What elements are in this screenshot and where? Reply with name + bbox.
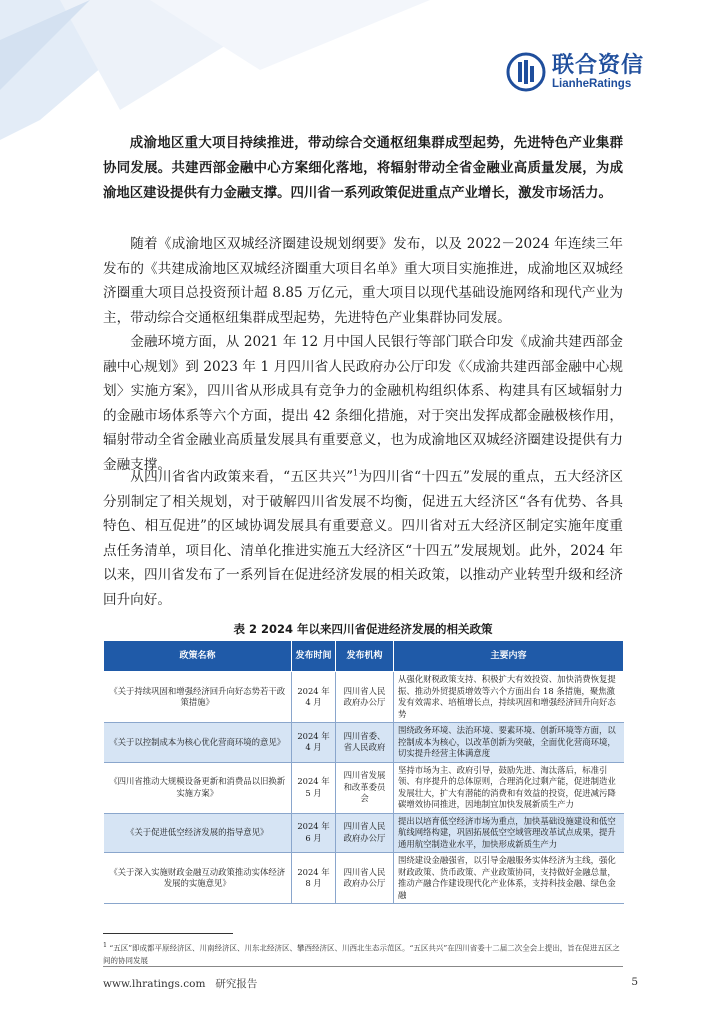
footer-report-type: 研究报告	[215, 978, 258, 990]
logo-english-name: LianheRatings	[551, 77, 632, 90]
cell-issuer: 四川省委、省人民政府	[336, 723, 394, 763]
header-policy-name: 政策名称	[104, 641, 292, 672]
table-row	[104, 813, 624, 853]
cell-issuer: 四川省人民政府办公厅	[336, 853, 394, 904]
lianhe-logo-icon	[506, 52, 546, 92]
cell-issuer: 四川省人民政府办公厅	[336, 813, 394, 853]
cell-release-date: 2024 年 8 月	[292, 853, 336, 904]
cell-issuer: 四川省发展和改革委员会	[336, 762, 394, 813]
cell-main-content: 坚持市场为主、政府引导，鼓励先进、淘汰落后，标准引领、有序提升的总体原则，合理消化过剩产能，促进制造业发展壮大，扩大有潜能的消费和有效益的投资，促进减污降碳增效协同推进，因地制宜加快发展新质生产力	[394, 762, 624, 813]
footnote-reference[interactable]: 1	[353, 468, 359, 478]
footnote-mark: 1	[103, 942, 107, 949]
table-caption: 表 2 2024 年以来四川省促进经济发展的相关政策	[233, 622, 493, 636]
policy-table-container	[103, 640, 623, 900]
header-decoration	[0, 0, 430, 140]
table-row	[104, 672, 624, 723]
footer-left	[103, 976, 257, 991]
cell-policy-name: 《关于持续巩固和增强经济回升向好态势若干政策措施》	[104, 672, 292, 723]
table-row	[104, 723, 624, 763]
table-row	[104, 762, 624, 813]
cell-main-content: 围绕政务环境、法治环境、要素环境、创新环境等方面，以控制成本为核心，以改革创新为突破，全面优化营商环境，切实提升经营主体满意度	[394, 723, 624, 763]
cell-release-date: 2024 年 4 月	[292, 672, 336, 723]
body-block-3	[103, 465, 623, 612]
logo-chinese-name: 联合资信	[551, 52, 644, 78]
header-main-content: 主要内容	[394, 641, 624, 672]
footnote	[103, 940, 623, 967]
body-block-2	[103, 330, 623, 477]
body-block-1	[103, 232, 623, 330]
cell-issuer: 四川省人民政府办公厅	[336, 672, 394, 723]
company-logo	[506, 52, 644, 92]
cell-release-date: 2024 年 5 月	[292, 762, 336, 813]
cell-main-content: 从强化财税政策支持、积极扩大有效投资、加快消费恢复提振、推动外贸提质增效等六个方面出台 18 条措施，聚焦激发有效需求、培植增长点，持续巩固和增强经济回升向好态势	[394, 672, 624, 723]
paragraph-policy	[103, 465, 623, 612]
cell-policy-name: 《四川省推动大规模设备更新和消费品以旧换新实施方案》	[104, 762, 292, 813]
paragraph-planning: 随着《成渝地区双城经济圈建设规划纲要》发布，以及 2022－2024 年连续三年发布的《共建成渝地区双城经济圈重大项目名单》重大项目实施推进，成渝地区双城经济圈重大项目总投资预计超 8.85 万亿元，重大项目以现代基础设施网络和现代产业为主，带动综合交通枢纽集群成型起势，先进特色产业集群协同发展。	[103, 236, 623, 326]
page-number: 5	[631, 976, 638, 988]
cell-main-content: 提出以培育低空经济市场为重点，加快基础设施建设和低空航线网络构建，巩固拓展低空空域管理改革试点成果，提升通用航空制造业水平，加快形成新质生产力	[394, 813, 624, 853]
lead-paragraph: 成渝地区重大项目持续推进，带动综合交通枢纽集群成型起势，先进特色产业集群协同发展。共建西部金融中心方案细化落地，将辐射带动全省金融业高质量发展，为成渝地区建设提供有力金融支撑。四川省一系列政策促进重点产业增长，激发市场活力。	[103, 136, 623, 201]
header-release-date: 发布时间	[292, 641, 336, 672]
cell-policy-name: 《关于深入实施财政金融互动政策推动实体经济发展的实施意见》	[104, 853, 292, 904]
cell-main-content: 围绕建设金融强省，以引导金融服务实体经济为主线，强化财政政策、货币政策、产业政策协同，支持做好金融总量，推动产融合作建设现代化产业体系，支持科技金融、绿色金融	[394, 853, 624, 904]
footer-rule	[103, 966, 623, 967]
cell-release-date: 2024 年 6 月	[292, 813, 336, 853]
lead-paragraph-block	[103, 131, 623, 206]
cell-policy-name: 《关于以控制成本为核心优化营商环境的意见》	[104, 723, 292, 763]
footnote-text: “五区”即成都平原经济区、川南经济区、川东北经济区、攀西经济区、川西北生态示范区。“五区共兴”在四川省委十二届二次全会上提出，旨在促进五区之间的协同发展	[103, 943, 620, 965]
table-header-row	[104, 641, 624, 672]
header-issuer: 发布机构	[336, 641, 394, 672]
policy-table	[103, 640, 624, 904]
cell-release-date: 2024 年 4 月	[292, 723, 336, 763]
footer-website-link[interactable]: www.lhratings.com	[103, 978, 206, 990]
paragraph-policy-part-a: 从四川省省内政策来看，“五区共兴”	[130, 469, 354, 485]
footnote-separator	[103, 933, 233, 934]
paragraph-finance: 金融环境方面，从 2021 年 12 月中国人民银行等部门联合印发《成渝共建西部金融中心规划》到 2023 年 1 月四川省人民政府办公厅印发《〈成渝共建西部金融中心规划〉实施方案》，四川省从形成具有竞争力的金融机构组织体系、构建具有区域辐射力的金融市场体系等六个方面，提出 42 条细化措施，对于突出发挥成都金融极核作用，辐射带动全省金融业高质量发展具有重要意义，也为成渝地区双城经济圈建设提供有力金融支撑。	[103, 334, 623, 473]
paragraph-policy-part-b: 为四川省“十四五”发展的重点，五大经济区分别制定了相关规划，对于破解四川省发展不均衡，促进五大经济区“各有优势、各具特色、相互促进”的区域协调发展具有重要意义。四川省对五大经济区制定实施年度重点任务清单，项目化、清单化推进实施五大经济区“十四五”发展规划。此外，2024 年以来，四川省发布了一系列旨在促进经济发展的相关政策，以推动产业转型升级和经济回升向好。	[103, 469, 623, 608]
cell-policy-name: 《关于促进低空经济发展的指导意见》	[104, 813, 292, 853]
table-row	[104, 853, 624, 904]
